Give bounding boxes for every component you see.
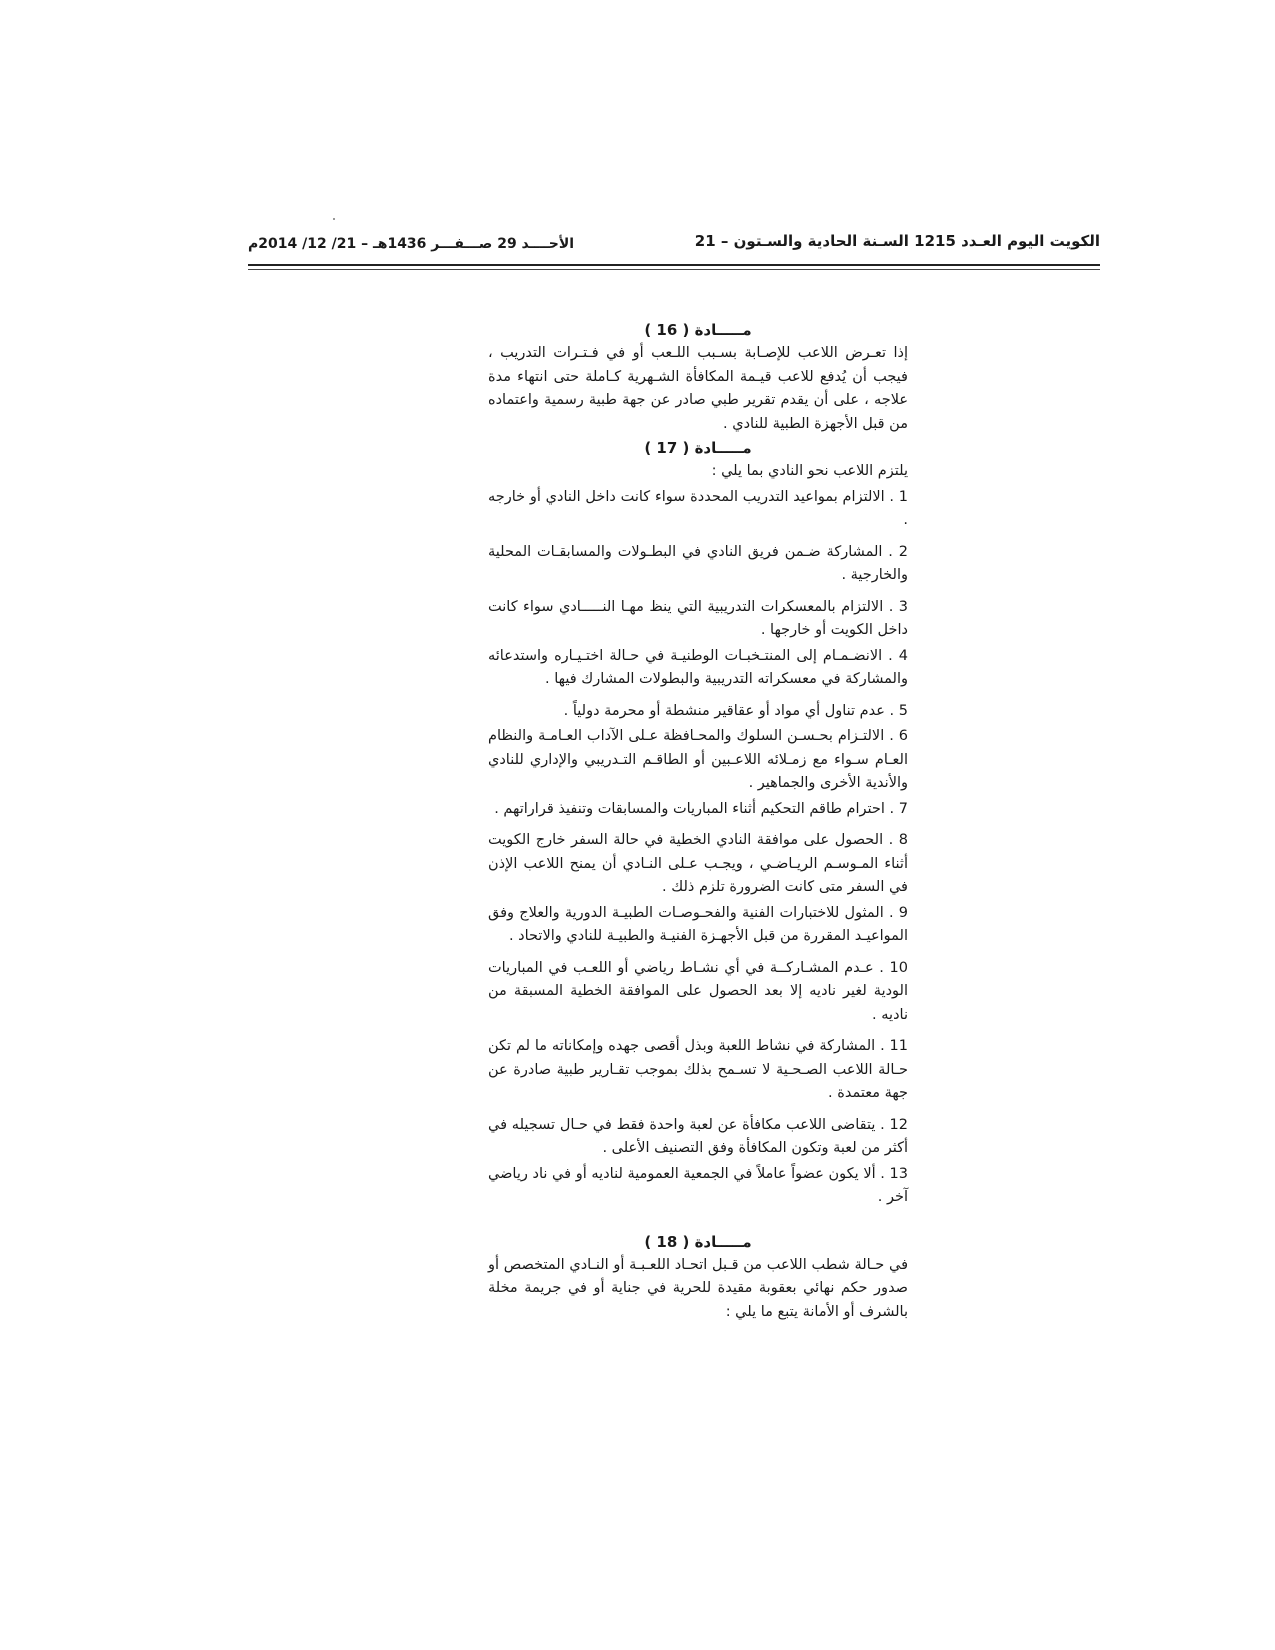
header-rule <box>248 264 1100 266</box>
article-17-item-4: 4 . الانضـمـام إلى المنتـخبـات الوطنيـة في حـالة اختـيـاره واستدعائه والمشاركة في معسكراته التدريبية والبطولات المشارك فيها . <box>488 647 908 687</box>
article-17-item-6: 6 . الالتـزام بحـسـن السلوك والمحـافظة عـلى الآداب العـامـة والنظام العـام سـواء مع زمـلائه اللاعـبين أو الطاقـم التـدريبي والإداري للنادي والأندية الأخرى والجماهير . <box>488 728 908 791</box>
article-17 <box>488 436 908 1210</box>
spacer <box>488 1218 908 1230</box>
article-16-title: مـــــادة ( 16 ) <box>644 321 752 339</box>
article-17-item-3: 3 . الالتزام بالمعسكرات التدريبية التي ينظ مهـا النـــــادي سواء كانت داخل الكويت أو خارجها . <box>488 598 908 638</box>
article-17-item-13: 13 . ألا يكون عضواً عاملاً في الجمعية العمومية لناديه أو في ناد رياضي آخر . <box>488 1165 908 1205</box>
article-17-item-7: 7 . احترام طاقم التحكيم أثناء المباريات والمسابقات وتنفيذ قراراتهم . <box>494 800 908 817</box>
article-17-item-1: 1 . الالتزام بمواعيد التدريب المحددة سواء كانت داخل النادي أو خارجه . <box>488 488 908 528</box>
article-18 <box>488 1230 908 1325</box>
article-18-body: في حـالة شطب اللاعب من قـبل اتحـاد اللعـبـة أو النـادي المتخصص أو صدور حكم نهائي بعقوبة مقيدة للحرية في جناية أو في جريمة مخلة بالشرف أو الأمانة يتبع ما يلي : <box>488 1256 908 1320</box>
gazette-issue-info: الكويت اليوم العـدد 1215 السـنة الحادية والسـتون – 21 <box>694 232 1100 250</box>
text-column <box>488 318 908 1324</box>
article-17-item-9: 9 . المثول للاختبارات الفنية والفحـوصـات الطبيـة الدورية والعلاج وفق المواعيـد المقررة من قبل الأجهـزة الفنيـة والطبيـة للنادي والاتحاد . <box>488 904 908 944</box>
scan-speck <box>333 218 335 220</box>
article-17-item-2: 2 . المشاركة ضـمن فريق النادي في البطـولات والمسابقـات المحلية والخارجية . <box>488 543 908 583</box>
article-17-intro: يلتزم اللاعب نحو النادي بما يلي : <box>711 463 908 479</box>
page-header <box>248 232 1100 264</box>
article-17-item-8: 8 . الحصول على موافقة النادي الخطية في حالة السفر خارج الكويت أثناء المـوسـم الريـاضـي ، ويجـب عـلى النـادي أن يمنح اللاعب الإذن في السفر متى كانت الضرورة تلزم ذلك . <box>488 832 908 895</box>
article-16 <box>488 318 908 436</box>
article-17-item-12: 12 . يتقاضى اللاعب مكافأة عن لعبة واحدة فقط في حـال تسجيله في أكثر من لعبة وتكون المكافأة وفق التصنيف الأعلى . <box>488 1116 908 1156</box>
article-17-item-5: 5 . عدم تناول أي مواد أو عقاقير منشطة أو محرمة دولياً . <box>563 702 908 719</box>
article-17-item-10: 10 . عـدم المشـاركــة في أي نشـاط رياضي أو اللعـب في المباريات الودية لغير ناديه إلا بعد الحصول على الموافقة الخطية المسبقة من ناديه . <box>488 959 908 1023</box>
article-18-title: مـــــادة ( 18 ) <box>644 1232 752 1251</box>
article-17-title: مـــــادة ( 17 ) <box>644 439 752 457</box>
article-16-body: إذا تعـرض اللاعب للإصـابة بسـبب اللـعب أو في فـتـرات التدريب ، فيجب أن يُدفع للاعب قيـمة المكافأة الشـهرية كـاملة حتى انتهاء مدة علاجه ، على أن يقدم تقرير طبي صادر عن جهة طبية رسمية واعتماده من قبل الأجهزة الطبية للنادي . <box>488 345 908 432</box>
gazette-date: الأحــــد 29 صـــفـــر 1436هـ – 21/ 12/ 2014م <box>248 236 575 252</box>
article-17-item-11: 11 . المشاركة في نشاط اللعبة وبذل أقصى جهده وإمكاناته ما لم تكن حـالة اللاعب الصـحـية لا تسـمح بذلك بموجب تقـارير طبية صادرة عن جهة معتمدة . <box>488 1038 908 1101</box>
header-rule-thin <box>248 269 1100 270</box>
